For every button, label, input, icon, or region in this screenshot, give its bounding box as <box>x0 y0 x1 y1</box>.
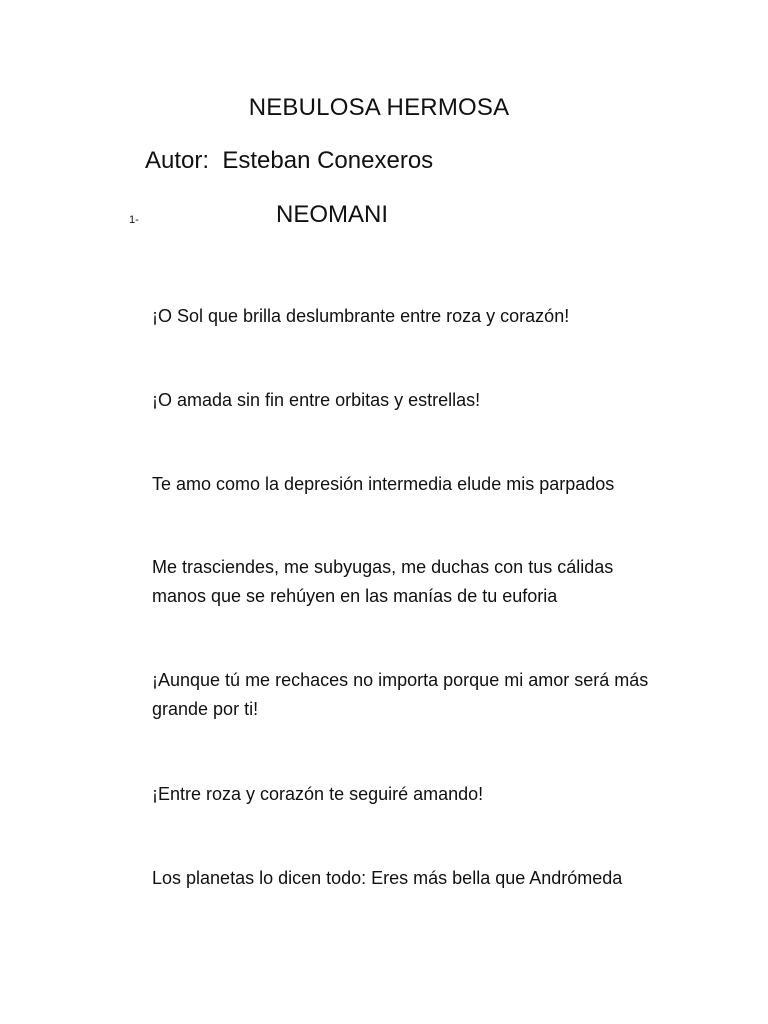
document-title: NEBULOSA HERMOSA <box>248 94 510 121</box>
poem-number: 1- <box>129 214 139 226</box>
verse: ¡Aunque tú me rechaces no importa porque mi amor será más grande por ti! <box>152 670 649 719</box>
verse: ¡O amada sin fin entre orbitas y estrellas! <box>152 390 481 410</box>
poem-title: NEOMANI <box>276 201 389 228</box>
verse: Los planetas lo dicen todo: Eres más bella que Andrómeda <box>152 868 623 888</box>
verse: Te amo como la depresión intermedia elude mis parpados <box>152 474 615 494</box>
verse: ¡O Sol que brilla deslumbrante entre roza y corazón! <box>152 306 570 326</box>
author-line: Autor: Esteban Conexeros <box>145 147 434 174</box>
verse: ¡Entre roza y corazón te seguiré amando! <box>152 784 484 804</box>
verse: Me trasciendes, me subyugas, me duchas con tus cálidas manos que se rehúyen en las manías de tu euforia <box>152 557 614 606</box>
